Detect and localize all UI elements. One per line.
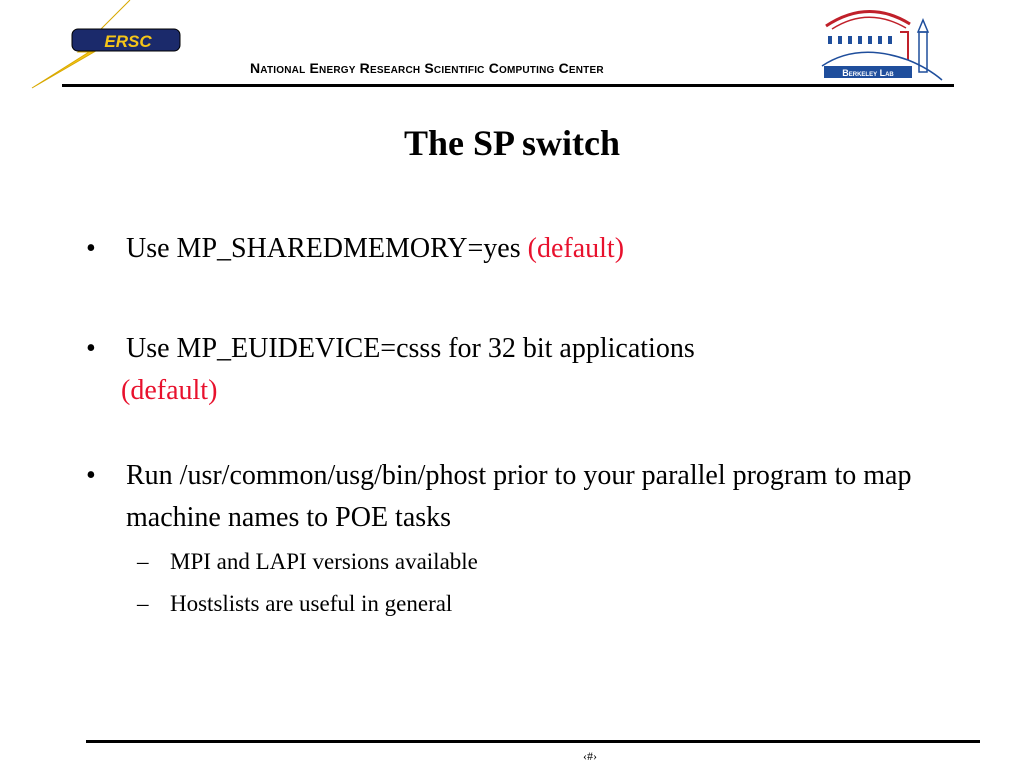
nersc-logo-text: ERSC	[104, 32, 152, 51]
sub-bullet-item	[126, 583, 946, 625]
bullet-text: Use MP_EUIDEVICE=csss for 32 bit applications	[126, 333, 695, 364]
default-note: (default)	[121, 375, 218, 406]
bullet-item	[86, 328, 946, 412]
nersc-logo	[30, 0, 190, 90]
berkeley-lab-logo	[818, 2, 946, 82]
sub-bullet-marker: –	[137, 549, 149, 574]
page-number: ‹#›	[583, 749, 597, 763]
sub-bullet-text: Hostslists are useful in general	[170, 591, 453, 616]
berkeley-lab-logo-text: Berkeley Lab	[842, 68, 894, 78]
org-name: National Energy Research Scientific Computing Center	[250, 60, 604, 76]
bullet-list	[86, 228, 946, 625]
sub-bullet-marker: –	[137, 591, 149, 616]
bullet-text: Use MP_SHAREDMEMORY=yes	[126, 233, 521, 264]
default-note: (default)	[527, 233, 625, 264]
bullet-marker: •	[86, 333, 96, 364]
bullet-text: Run /usr/common/usg/bin/phost prior to your parallel program to map machine names to POE tasks	[126, 460, 912, 533]
slide-title: The SP switch	[403, 123, 621, 163]
bullet-marker: •	[86, 460, 96, 491]
header-divider	[62, 84, 954, 87]
bullet-marker: •	[86, 233, 96, 264]
sub-bullet-item	[126, 541, 946, 583]
sub-bullet-text: MPI and LAPI versions available	[170, 549, 478, 574]
bullet-item	[86, 455, 946, 625]
sub-bullet-list	[126, 541, 946, 625]
bullet-item	[86, 228, 946, 270]
footer-divider	[86, 740, 980, 743]
